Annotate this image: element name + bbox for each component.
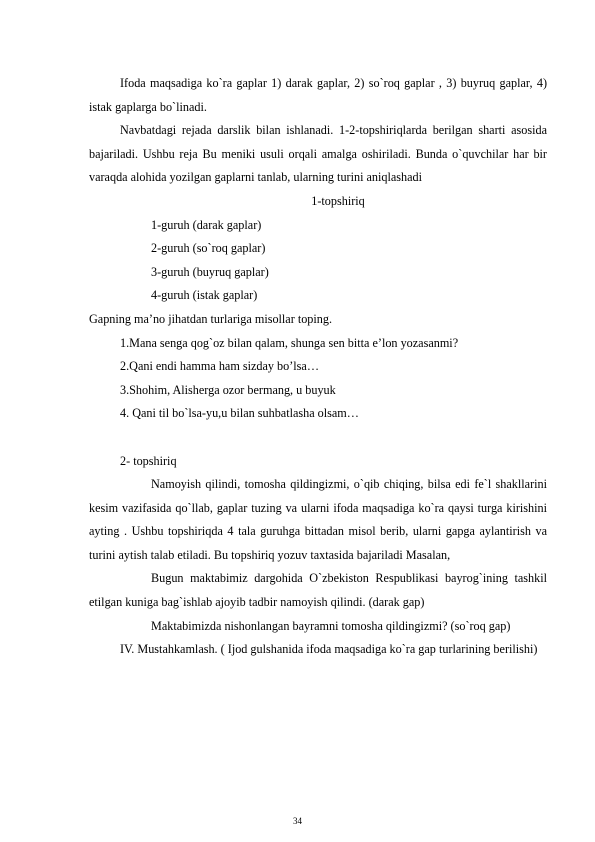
example-2: 2.Qani endi hamma ham sizday bo’lsa… <box>120 359 320 374</box>
example-4: 4. Qani til bo`lsa-yu,u bilan suhbatlasha olsam… <box>120 406 359 421</box>
group-item-3: 3-guruh (buyruq gaplar) <box>151 264 269 279</box>
group-item-4: 4-guruh (istak gaplar) <box>151 288 258 303</box>
instruction-line: Gapning ma’no jihatdan turlariga misollar toping. <box>89 311 333 326</box>
paragraph-reinforcement: IV. Mustahkamlash. ( Ijod gulshanida ifoda maqsadiga ko`ra gap turlarining berilishi) <box>120 642 538 657</box>
paragraph-example-declarative: Bugun maktabimiz dargohida O`zbekiston Respublikasi bayrog`ining tashkil etilgan kuniga bag`ishlab ajoyib tadbir namoyish qilindi. (darak gap) <box>89 571 547 610</box>
group-item-1: 1-guruh (darak gaplar) <box>151 217 262 232</box>
page-number: 34 <box>293 816 302 826</box>
example-3: 3.Shohim, Alisherga ozor bermang, u buyuk <box>120 382 336 397</box>
task-2-heading: 2- topshiriq <box>120 453 177 468</box>
paragraph-example-interrogative: Maktabimizda nishonlangan bayramni tomosha qildingizmi? (so`roq gap) <box>151 618 511 633</box>
example-1: 1.Mana senga qog`oz bilan qalam, shunga sen bitta e’lon yozasanmi? <box>120 335 459 350</box>
paragraph-lesson-plan: Navbatdagi rejada darslik bilan ishlanadi. 1-2-topshiriqlarda berilgan sharti asosida bajariladi. Ushbu reja Bu meniki usuli orqali amalga oshiriladi. Bunda o`quvchilar har bir varaqda alohida yozilgan gaplarni tanlab, ularning turini aniqlashadi <box>89 123 547 185</box>
blank-line <box>89 426 547 450</box>
text-block-1 <box>89 72 547 662</box>
group-item-2: 2-guruh (so`roq gaplar) <box>151 241 266 256</box>
task-1-heading: 1-topshiriq <box>311 193 365 208</box>
paragraph-task-2: Namoyish qilindi, tomosha qildingizmi, o`qib chiqing, bilsa edi fe`l shakllarini kesim vazifasida qo`llab, gaplar tuzing va ularni ifoda maqsadiga ko`ra qaysi turga kirishini ayting . Ushbu topshiriqda 4 tala guruhga bittadan misol berib, ularni gapga aylantirish va turini aytish talab etiladi. Bu topshiriq yozuv taxtasida bajariladi Masalan, <box>89 477 547 562</box>
paragraph-sentence-types: Ifoda maqsadiga ko`ra gaplar 1) darak gaplar, 2) so`roq gaplar , 3) buyruq gaplar, 4) istak gaplarga bo`linadi. <box>89 76 547 114</box>
